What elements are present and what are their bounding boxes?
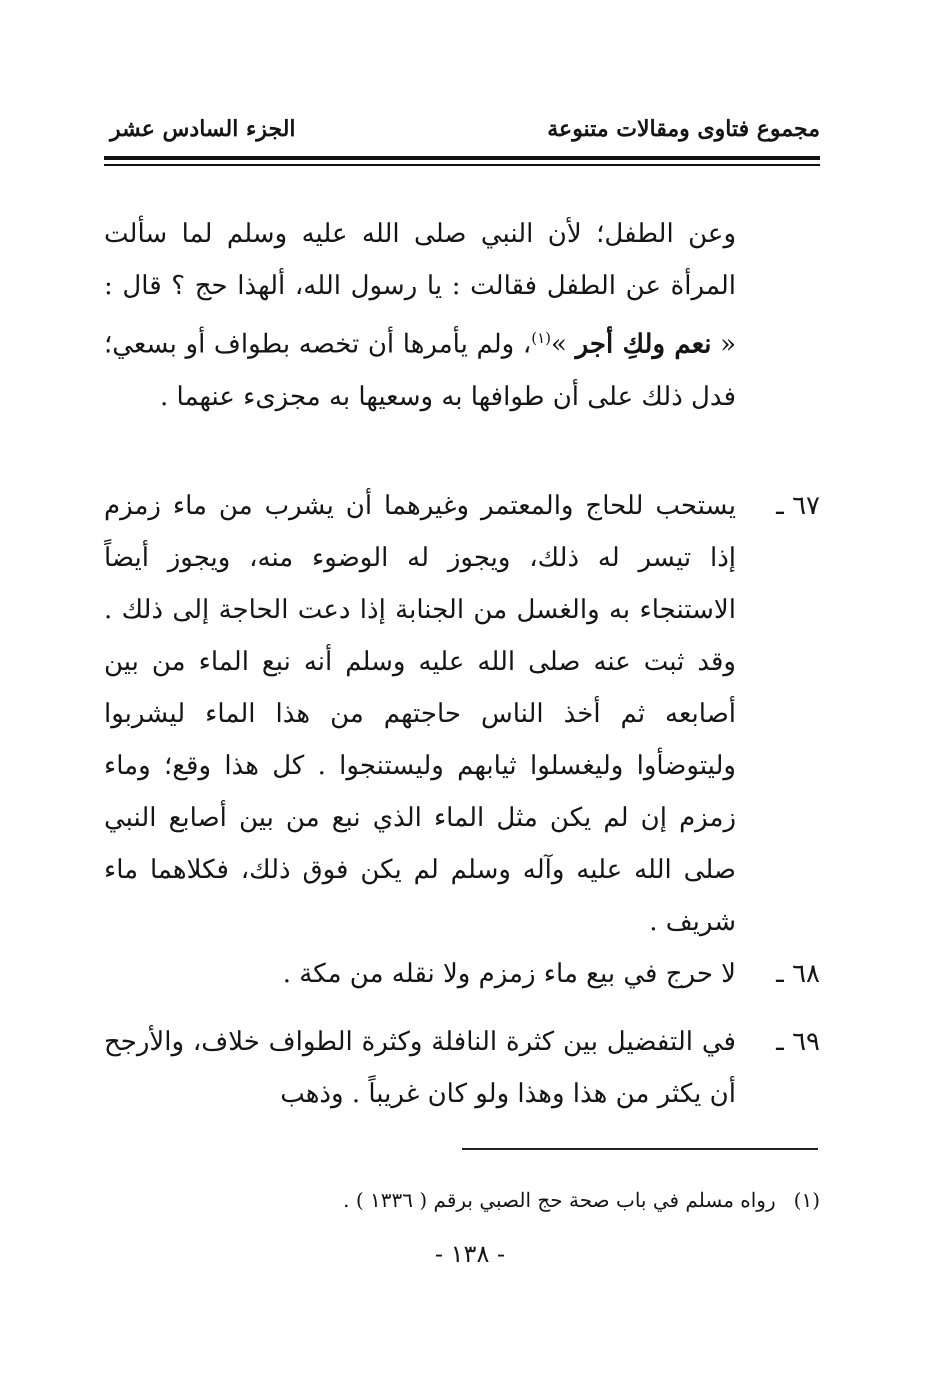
list-item <box>104 1016 820 1120</box>
item-number: ٦٨ ـ <box>776 959 820 989</box>
footnote-text: رواه مسلم في باب صحة حج الصبي برقم ( ١٣٣٦ ) . <box>343 1188 776 1212</box>
intro-text-start: وعن الطفل؛ لأن النبي صلى الله عليه وسلم لما سألت المرأة عن الطفل فقالت : يا رسول الله، ألهذا حج ؟ قال : « <box>104 219 737 360</box>
footnote-number: (١) <box>793 1188 820 1212</box>
quote-close: » <box>551 329 576 360</box>
item-text: لا حرج في بيع ماء زمزم ولا نقله من مكة . <box>282 959 736 989</box>
item-number: ٦٩ ـ <box>776 1027 820 1057</box>
book-title: مجموع فتاوى ومقالات متنوعة <box>547 116 820 142</box>
list-item <box>104 480 820 948</box>
item-text: يستحب للحاج والمعتمر وغيرهما أن يشرب من ماء زمزم إذا تيسر له ذلك، ويجوز له الوضوء منه، ويجوز أيضاً الاستنجاء به والغسل من الجنابة إذا دعت الحاجة إلى ذلك . وقد ثبت عنه صلى الله عليه وسلم أنه نبع الماء من بين أصابعه ثم أخذ الناس حاجتهم من هذا الماء ليشربوا وليتوضأوا وليغسلوا ثيابهم وليستنجوا . كل هذا وقع؛ وماء زمزم إن لم يكن مثل الماء الذي نبع من بين أصابع النبي صلى الله عليه وآله وسلم لم يكن فوق ذلك، فكلاهما ماء شريف . <box>104 491 736 937</box>
volume-label: الجزء السادس عشر <box>110 116 296 142</box>
footnote-separator <box>462 1148 818 1150</box>
hadith-quote: نعم ولكِ أجر <box>575 329 712 360</box>
header-rule-thick <box>104 156 820 160</box>
header-rule-thin <box>104 164 820 166</box>
footnote-reference: (١) <box>531 329 552 347</box>
intro-text-end: ، ولم يأمرها أن تخصه بطواف أو بسعي؛ فدل ذلك على أن طوافها به وسعيها به مجزىء عنهما . <box>104 329 736 412</box>
running-header <box>100 112 820 152</box>
page-number: - ١٣٨ - <box>434 1240 506 1268</box>
footnote <box>200 1188 820 1212</box>
intro-paragraph <box>104 208 736 423</box>
item-text: في التفضيل بين كثرة النافلة وكثرة الطواف خلاف، والأرجح أن يكثر من هذا وهذا ولو كان غريباً . وذهب <box>104 1027 736 1109</box>
item-number: ٦٧ ـ <box>776 491 820 521</box>
list-item <box>104 948 820 1000</box>
